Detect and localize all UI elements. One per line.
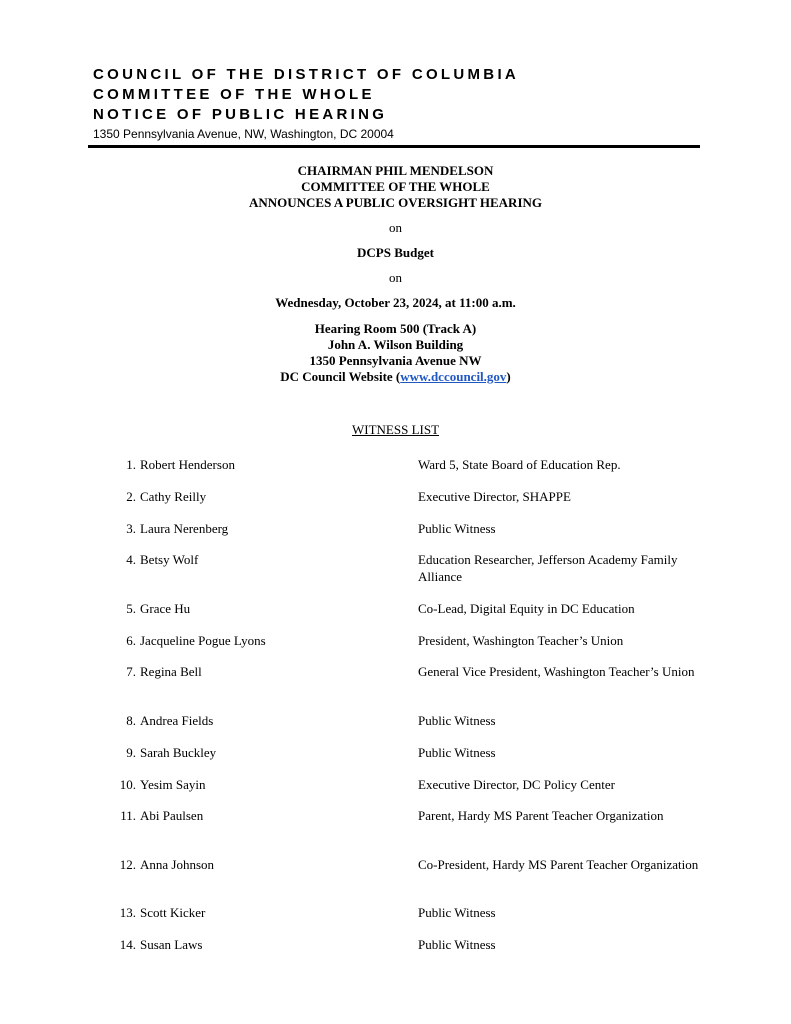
witness-name: Grace Hu — [140, 601, 191, 616]
witness-name: Laura Nerenberg — [140, 521, 229, 536]
witness-name: Robert Henderson — [140, 457, 235, 472]
witness-affiliation: General Vice President, Washington Teacher’s Union — [418, 664, 695, 679]
hearing-building: John A. Wilson Building — [327, 337, 464, 352]
witness-name: Yesim Sayin — [140, 777, 206, 792]
committee-title: COMMITTEE OF THE WHOLE — [93, 86, 375, 103]
header-divider — [88, 145, 700, 148]
witness-affiliation: Public Witness — [418, 745, 496, 760]
witness-name: Andrea Fields — [140, 713, 214, 728]
witness-affiliation: Public Witness — [418, 521, 496, 536]
witness-affiliation: Ward 5, State Board of Education Rep. — [418, 457, 621, 472]
witness-number: 7. — [126, 664, 136, 679]
hearing-street: 1350 Pennsylvania Avenue NW — [309, 353, 482, 368]
witness-name: Regina Bell — [140, 664, 202, 679]
witness-number: 2. — [126, 489, 136, 504]
witness-affiliation: Public Witness — [418, 713, 496, 728]
website-prefix: DC Council Website ( — [280, 369, 401, 384]
witness-name: Abi Paulsen — [140, 808, 204, 823]
website-link[interactable]: www.dccouncil.gov — [400, 369, 507, 384]
witness-name: Betsy Wolf — [140, 552, 199, 567]
hearing-datetime: Wednesday, October 23, 2024, at 11:00 a.m. — [275, 295, 516, 310]
council-title: COUNCIL OF THE DISTRICT OF COLUMBIA — [93, 66, 520, 83]
witness-number: 3. — [126, 521, 136, 536]
witness-number: 4. — [126, 552, 136, 567]
witness-number: 10. — [119, 777, 136, 792]
witness-list-title: WITNESS LIST — [351, 422, 440, 437]
witness-number: 11. — [120, 808, 136, 823]
hearing-topic: DCPS Budget — [357, 245, 434, 260]
witness-name: Anna Johnson — [140, 857, 215, 872]
witness-name: Sarah Buckley — [140, 745, 217, 760]
witness-name: Susan Laws — [140, 937, 203, 952]
committee-line: COMMITTEE OF THE WHOLE — [301, 179, 490, 194]
witness-number: 6. — [126, 633, 136, 648]
witness-affiliation: President, Washington Teacher’s Union — [418, 633, 624, 648]
witness-name: Jacqueline Pogue Lyons — [140, 633, 266, 648]
announces-line: ANNOUNCES A PUBLIC OVERSIGHT HEARING — [248, 195, 543, 210]
witness-number: 5. — [126, 601, 136, 616]
witness-affiliation: Co-Lead, Digital Equity in DC Education — [418, 601, 635, 616]
witness-affiliation: Executive Director, SHAPPE — [418, 489, 571, 504]
witness-affiliation: Public Witness — [418, 937, 496, 952]
witness-name: Cathy Reilly — [140, 489, 207, 504]
witness-affiliation: Executive Director, DC Policy Center — [418, 777, 615, 792]
witness-number: 12. — [119, 857, 136, 872]
witness-affiliation: Parent, Hardy MS Parent Teacher Organization — [418, 808, 664, 823]
hearing-room: Hearing Room 500 (Track A) — [314, 321, 477, 336]
council-address: 1350 Pennsylvania Avenue, NW, Washington, DC 20004 — [93, 127, 394, 141]
witness-affiliation: Education Researcher, Jefferson Academy Family Alliance — [418, 552, 678, 584]
witness-number: 8. — [126, 713, 136, 728]
website-line — [0, 369, 791, 385]
on-text: on — [389, 220, 402, 235]
witness-number: 9. — [126, 745, 136, 760]
witness-number: 13. — [119, 905, 136, 920]
on-text: on — [389, 270, 402, 285]
witness-number: 14. — [119, 937, 136, 952]
website-suffix: ) — [506, 369, 511, 384]
witness-name: Scott Kicker — [140, 905, 206, 920]
chairman-line: CHAIRMAN PHIL MENDELSON — [297, 163, 494, 178]
witness-number: 1. — [126, 457, 136, 472]
witness-affiliation: Co-President, Hardy MS Parent Teacher Organization — [418, 857, 699, 872]
notice-title: NOTICE OF PUBLIC HEARING — [93, 106, 388, 123]
witness-affiliation: Public Witness — [418, 905, 496, 920]
